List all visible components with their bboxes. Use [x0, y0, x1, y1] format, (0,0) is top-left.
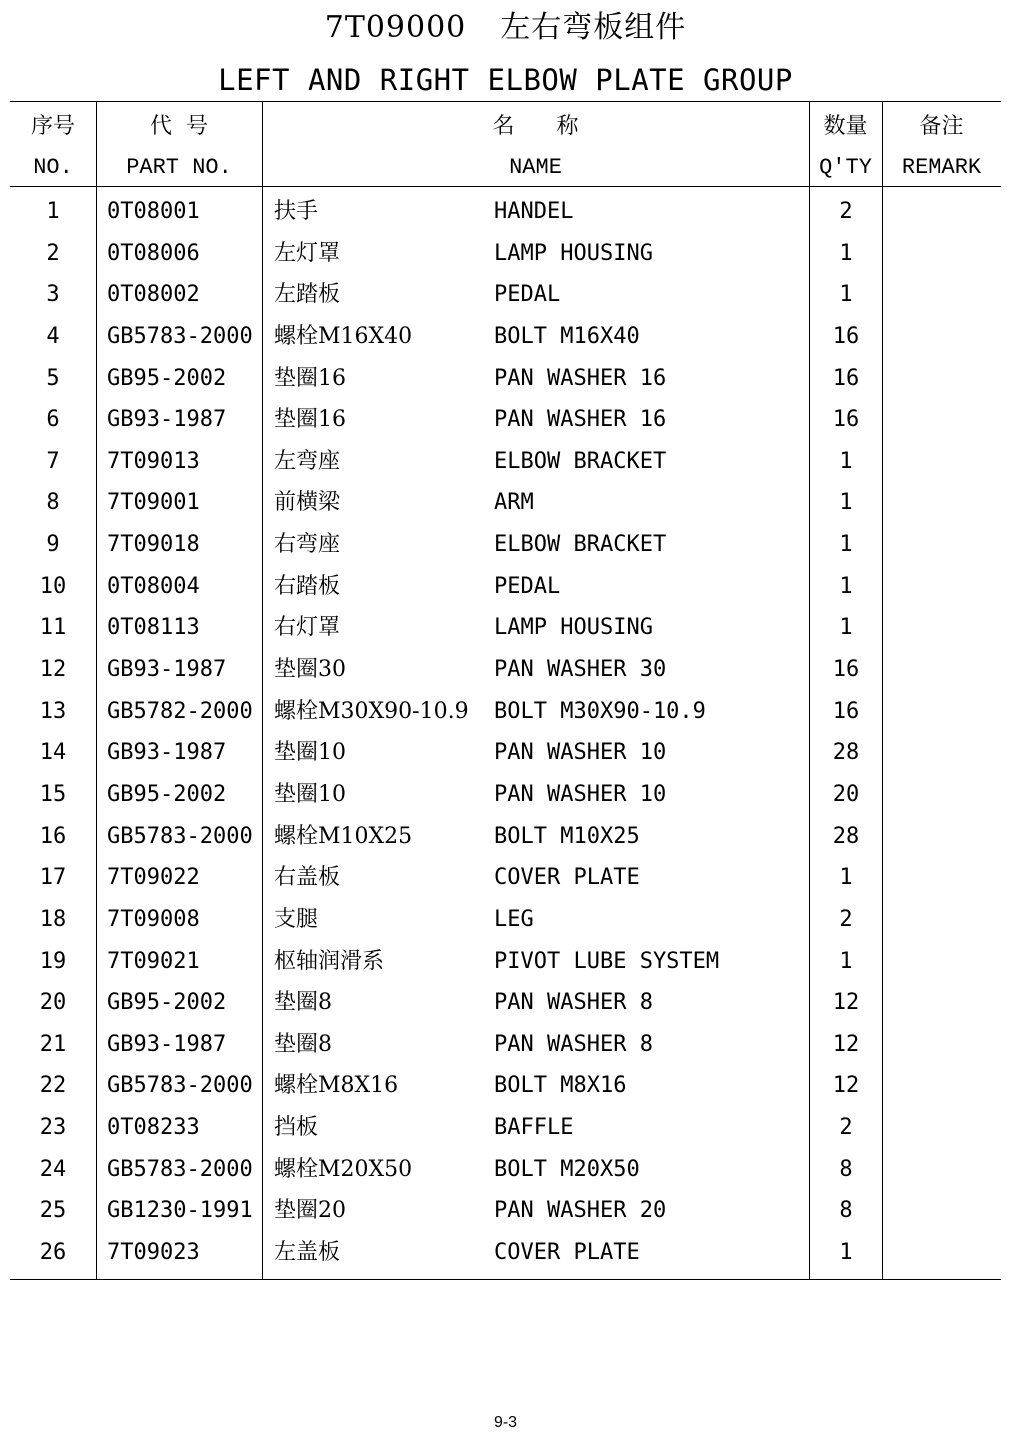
quantity: 16 — [832, 365, 860, 391]
quantity: 28 — [832, 823, 860, 849]
part-number: GB1230-1991 — [107, 1198, 253, 1224]
name-cn: 左盖板 — [274, 1240, 341, 1266]
table-row — [10, 1065, 1001, 1107]
name-en: PEDAL — [494, 282, 561, 308]
table-row — [10, 1024, 1001, 1066]
part-number: 7T09001 — [107, 490, 200, 516]
name-en: PAN WASHER 8 — [494, 1031, 653, 1057]
row-number: 1 — [46, 199, 60, 224]
name-cn: 垫圈10 — [274, 781, 346, 807]
name-cn: 垫圈8 — [274, 1031, 332, 1057]
name-en: LEG — [494, 906, 534, 932]
part-number: GB5782-2000 — [107, 698, 253, 724]
quantity: 1 — [839, 448, 853, 474]
quantity: 1 — [839, 240, 853, 266]
quantity: 2 — [839, 906, 853, 932]
row-number: 18 — [39, 906, 67, 932]
part-number: 0T08004 — [107, 573, 200, 599]
name-cn: 支腿 — [274, 906, 319, 932]
quantity: 16 — [832, 698, 860, 724]
page-title-cn — [0, 6, 1011, 50]
header-qty-en: Q'TY — [819, 155, 872, 180]
row-number: 24 — [39, 1156, 67, 1182]
quantity: 12 — [832, 1031, 860, 1057]
table-row — [10, 982, 1001, 1024]
quantity: 1 — [839, 573, 853, 599]
quantity: 1 — [839, 948, 853, 974]
part-number: GB95-2002 — [107, 781, 227, 807]
part-number: 0T08002 — [107, 282, 200, 308]
quantity: 1 — [839, 490, 853, 516]
row-number: 20 — [39, 990, 67, 1016]
name-en: BOLT M20X50 — [494, 1156, 640, 1182]
name-en: BAFFLE — [494, 1115, 574, 1141]
name-en: ARM — [494, 490, 534, 516]
part-number: GB95-2002 — [107, 990, 227, 1016]
name-en: PEDAL — [494, 573, 561, 599]
part-number: 7T09022 — [107, 865, 200, 891]
table-row — [10, 358, 1001, 400]
table-row — [10, 566, 1001, 608]
header-no-en: NO. — [33, 155, 73, 180]
name-en: LAMP HOUSING — [494, 240, 653, 266]
part-number: GB93-1987 — [107, 407, 227, 433]
row-number: 7 — [46, 448, 60, 474]
name-cn: 挡板 — [274, 1115, 319, 1141]
quantity: 2 — [839, 1115, 853, 1141]
table-body — [10, 191, 1001, 1274]
table-row — [10, 941, 1001, 983]
quantity: 12 — [832, 990, 860, 1016]
quantity: 28 — [832, 740, 860, 766]
part-number: GB95-2002 — [107, 365, 227, 391]
table-row — [10, 1190, 1001, 1232]
row-number: 26 — [39, 1240, 67, 1266]
table-row — [10, 233, 1001, 275]
page-title-en: LEFT AND RIGHT ELBOW PLATE GROUP — [218, 63, 793, 97]
row-number: 12 — [39, 657, 67, 683]
quantity: 16 — [832, 323, 860, 349]
header-remark-en: REMARK — [901, 155, 982, 180]
name-cn: 垫圈30 — [274, 657, 346, 683]
part-number: 0T08001 — [107, 199, 200, 224]
table-top-rule — [10, 101, 1001, 102]
row-number: 25 — [39, 1198, 67, 1224]
name-en: COVER PLATE — [494, 865, 640, 891]
table-row — [10, 1107, 1001, 1149]
part-number: GB5783-2000 — [107, 1156, 253, 1182]
name-cn: 垫圈16 — [274, 365, 346, 391]
table-row — [10, 316, 1001, 358]
table-row — [10, 399, 1001, 441]
header-name-en: NAME — [509, 155, 562, 180]
quantity: 16 — [832, 657, 860, 683]
table-row — [10, 899, 1001, 941]
row-number: 5 — [46, 365, 60, 391]
row-number: 4 — [46, 323, 60, 349]
quantity: 1 — [839, 865, 853, 891]
name-cn: 螺栓M20X50 — [274, 1156, 413, 1182]
name-en: LAMP HOUSING — [494, 615, 653, 641]
name-en: PAN WASHER 10 — [494, 781, 667, 807]
name-en: COVER PLATE — [494, 1240, 640, 1266]
row-number: 19 — [39, 948, 67, 974]
name-en: HANDEL — [494, 199, 574, 224]
name-cn: 螺栓M8X16 — [274, 1073, 399, 1099]
assembly-code: 7T09000 — [324, 10, 467, 45]
row-number: 14 — [39, 740, 67, 766]
part-number: 0T08006 — [107, 240, 200, 266]
part-number: 7T09013 — [107, 448, 200, 474]
name-cn: 垫圈16 — [274, 407, 346, 433]
name-cn: 扶手 — [274, 199, 319, 224]
name-en: PIVOT LUBE SYSTEM — [494, 948, 720, 974]
table-row — [10, 732, 1001, 774]
row-number: 6 — [46, 407, 60, 433]
name-cn: 右灯罩 — [274, 615, 341, 641]
quantity: 8 — [839, 1156, 853, 1182]
table-row — [10, 649, 1001, 691]
header-part-cn: 代 号 — [150, 114, 208, 139]
quantity: 1 — [839, 1240, 853, 1266]
name-cn: 右弯座 — [274, 532, 341, 558]
table-row — [10, 857, 1001, 899]
part-number: GB5783-2000 — [107, 823, 253, 849]
table-row — [10, 816, 1001, 858]
row-number: 23 — [39, 1115, 67, 1141]
row-number: 2 — [46, 240, 60, 266]
table-row — [10, 1149, 1001, 1191]
quantity: 12 — [832, 1073, 860, 1099]
assembly-name-cn: 左右弯板组件 — [500, 10, 687, 45]
part-number: GB93-1987 — [107, 1031, 227, 1057]
name-cn: 左踏板 — [274, 282, 341, 308]
name-en: PAN WASHER 16 — [494, 407, 667, 433]
name-cn: 右踏板 — [274, 573, 341, 599]
row-number: 15 — [39, 781, 67, 807]
row-number: 11 — [39, 615, 67, 641]
part-number: GB93-1987 — [107, 740, 227, 766]
row-number: 10 — [39, 573, 67, 599]
name-cn: 枢轴润滑系 — [274, 948, 385, 974]
name-en: PAN WASHER 8 — [494, 990, 653, 1016]
part-number: 7T09021 — [107, 948, 200, 974]
row-number: 8 — [46, 490, 60, 516]
name-cn: 左弯座 — [274, 448, 341, 474]
name-en: ELBOW BRACKET — [494, 448, 667, 474]
table-row — [10, 482, 1001, 524]
name-en: BOLT M16X40 — [494, 323, 640, 349]
name-en: PAN WASHER 16 — [494, 365, 667, 391]
part-number: 7T09023 — [107, 1240, 200, 1266]
table-row — [10, 524, 1001, 566]
table-row — [10, 191, 1001, 233]
row-number: 16 — [39, 823, 67, 849]
quantity: 20 — [832, 781, 860, 807]
quantity: 2 — [839, 199, 853, 224]
table-bottom-rule — [10, 1279, 1001, 1280]
name-cn: 前横梁 — [274, 490, 341, 516]
part-number: GB5783-2000 — [107, 323, 253, 349]
quantity: 16 — [832, 407, 860, 433]
quantity: 1 — [839, 282, 853, 308]
part-number: GB5783-2000 — [107, 1073, 253, 1099]
quantity: 8 — [839, 1198, 853, 1224]
row-number: 22 — [39, 1073, 67, 1099]
name-en: PAN WASHER 20 — [494, 1198, 667, 1224]
name-cn: 螺栓M30X90-10.9 — [274, 698, 469, 724]
parts-table — [10, 101, 1001, 1281]
quantity: 1 — [839, 615, 853, 641]
part-number: 0T08113 — [107, 615, 200, 641]
header-bottom-rule — [10, 186, 1001, 187]
row-number: 21 — [39, 1031, 67, 1057]
part-number: 7T09018 — [107, 532, 200, 558]
row-number: 13 — [39, 698, 67, 724]
header-part-en: PART NO. — [126, 155, 232, 180]
name-en: BOLT M10X25 — [494, 823, 640, 849]
name-cn: 螺栓M10X25 — [274, 823, 413, 849]
table-row — [10, 274, 1001, 316]
quantity: 1 — [839, 532, 853, 558]
part-number: 0T08233 — [107, 1115, 200, 1141]
table-row — [10, 1232, 1001, 1274]
name-cn: 垫圈8 — [274, 990, 332, 1016]
row-number: 9 — [46, 532, 60, 558]
part-number: GB93-1987 — [107, 657, 227, 683]
row-number: 17 — [39, 865, 67, 891]
table-row — [10, 441, 1001, 483]
header-no-cn: 序号 — [30, 114, 75, 139]
name-cn: 左灯罩 — [274, 240, 341, 266]
header-name-cn: 名 称 — [492, 114, 579, 139]
name-cn: 右盖板 — [274, 865, 341, 891]
name-en: ELBOW BRACKET — [494, 532, 667, 558]
row-number: 3 — [46, 282, 60, 308]
name-cn: 螺栓M16X40 — [274, 323, 413, 349]
header-qty-cn: 数量 — [823, 114, 868, 139]
part-number: 7T09008 — [107, 906, 200, 932]
name-en: BOLT M30X90-10.9 — [494, 698, 706, 724]
table-row — [10, 691, 1001, 733]
table-row — [10, 774, 1001, 816]
page-number: 9-3 — [493, 1414, 518, 1431]
name-cn: 垫圈20 — [274, 1198, 346, 1224]
name-en: PAN WASHER 30 — [494, 657, 667, 683]
name-cn: 垫圈10 — [274, 740, 346, 766]
name-en: BOLT M8X16 — [494, 1073, 627, 1099]
name-en: PAN WASHER 10 — [494, 740, 667, 766]
header-remark-cn: 备注 — [919, 114, 964, 139]
table-row — [10, 607, 1001, 649]
